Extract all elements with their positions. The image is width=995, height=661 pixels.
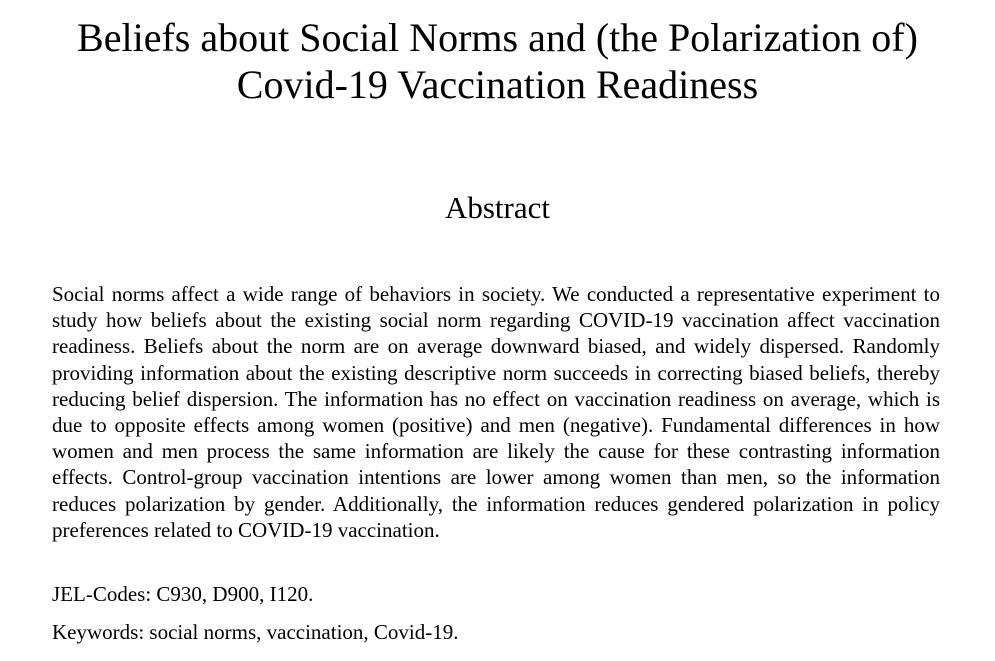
abstract-heading: Abstract	[444, 190, 551, 225]
paper-title-line-1: Beliefs about Social Norms and (the Polarization of)	[77, 15, 918, 60]
paper-title-line-2: Covid-19 Vaccination Readiness	[236, 62, 759, 107]
abstract-text: Social norms affect a wide range of behaviors in society. We conducted a representative experiment to study how beliefs about the existing social norm regarding COVID-19 vaccination affect vaccination readiness. Beliefs about the norm are on average downward biased, and widely dispersed. Randomly providing information about the existing descriptive norm succeeds in correcting biased beliefs, thereby reducing belief dispersion. The information has no effect on vaccination readiness on average, which is due to opposite effects among women (positive) and men (negative). Fundamental differences in how women and men process the same information are likely the cause for these contrasting information effects. Control-group vaccination intentions are lower among women than men, so the information reduces polarization by gender. Additionally, the information reduces gendered polarization in policy preferences related to COVID-19 vaccination.	[52, 282, 940, 542]
paper-title	[0, 14, 995, 108]
keywords: Keywords: social norms, vaccination, Covid-19.	[52, 620, 459, 644]
jel-codes: JEL-Codes: C930, D900, I120.	[52, 582, 314, 606]
